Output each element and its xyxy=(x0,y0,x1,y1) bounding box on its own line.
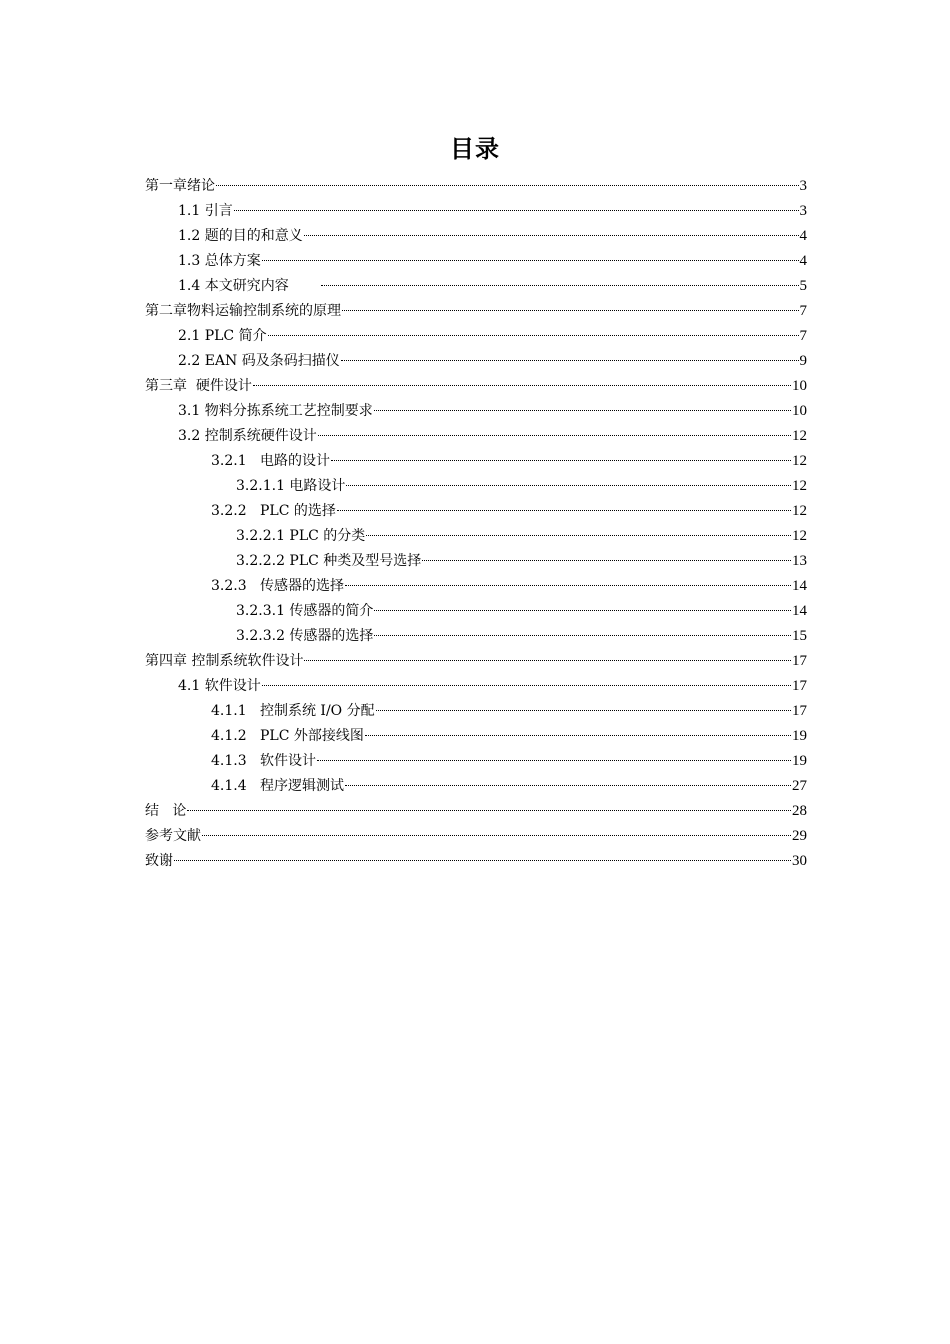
toc-entry-page-number: 17 xyxy=(792,703,807,719)
toc-entry-title: 3.2.2.2 PLC 种类及型号选择 xyxy=(236,553,422,569)
toc-entry[interactable] xyxy=(145,399,807,424)
toc-entry[interactable] xyxy=(145,649,807,674)
toc-entry[interactable] xyxy=(145,349,807,374)
toc-entry-title: 3.2.1.1 电路设计 xyxy=(236,478,346,494)
toc-entry-page-number: 19 xyxy=(792,728,807,744)
toc-entry-page-number: 14 xyxy=(792,603,807,619)
toc-entry-title: 2.1 PLC 简介 xyxy=(178,328,267,344)
toc-entry-title: 致谢 xyxy=(145,853,173,869)
toc-entry-page-number: 17 xyxy=(792,678,807,694)
toc-entry-title: 2.2 EAN 码及条码扫描仪 xyxy=(178,353,340,369)
toc-entry-title: 4.1 软件设计 xyxy=(178,678,261,694)
toc-entry[interactable] xyxy=(145,624,807,649)
toc-entry[interactable] xyxy=(145,799,807,824)
toc-entry-title: 3.2 控制系统硬件设计 xyxy=(178,428,317,444)
toc-dot-leader xyxy=(318,434,791,436)
toc-entry[interactable] xyxy=(145,824,807,849)
toc-dot-leader xyxy=(331,459,791,461)
toc-dot-leader xyxy=(321,284,799,286)
toc-entry-title: 1.2 题的目的和意义 xyxy=(178,228,303,244)
toc-dot-leader xyxy=(174,859,791,861)
toc-entry-page-number: 30 xyxy=(792,853,807,869)
toc-entry-title: 3.2.1 电路的设计 xyxy=(211,453,330,469)
toc-entry-page-number: 17 xyxy=(792,653,807,669)
toc-dot-leader xyxy=(187,809,791,811)
toc-dot-leader xyxy=(202,834,791,836)
toc-dot-leader xyxy=(346,484,791,486)
toc-entry-title: 第一章绪论 xyxy=(145,178,215,194)
toc-entry-page-number: 3 xyxy=(799,178,807,194)
toc-entry[interactable] xyxy=(145,474,807,499)
toc-entry-page-number: 4 xyxy=(799,253,807,269)
toc-dot-leader xyxy=(345,584,791,586)
toc-entry[interactable] xyxy=(145,299,807,324)
toc-list xyxy=(145,174,807,874)
toc-entry-title: 第四章 控制系统软件设计 xyxy=(145,653,304,669)
toc-entry[interactable] xyxy=(145,574,807,599)
toc-entry-page-number: 12 xyxy=(792,428,807,444)
toc-dot-leader xyxy=(365,734,791,736)
toc-entry[interactable] xyxy=(145,274,807,299)
toc-dot-leader xyxy=(337,509,791,511)
toc-entry-page-number: 19 xyxy=(792,753,807,769)
toc-dot-leader xyxy=(234,209,799,211)
toc-entry-title: 第三章 硬件设计 xyxy=(145,378,252,394)
toc-entry[interactable] xyxy=(145,599,807,624)
toc-entry[interactable] xyxy=(145,324,807,349)
toc-entry[interactable] xyxy=(145,424,807,449)
toc-entry[interactable] xyxy=(145,549,807,574)
toc-entry-page-number: 7 xyxy=(799,328,807,344)
toc-dot-leader xyxy=(304,659,791,661)
toc-dot-leader xyxy=(342,309,799,311)
toc-entry-title: 4.1.2 PLC 外部接线图 xyxy=(211,728,364,744)
toc-entry-page-number: 27 xyxy=(792,778,807,794)
toc-entry[interactable] xyxy=(145,774,807,799)
toc-entry-page-number: 7 xyxy=(799,303,807,319)
toc-entry[interactable] xyxy=(145,524,807,549)
toc-entry[interactable] xyxy=(145,174,807,199)
toc-entry[interactable] xyxy=(145,749,807,774)
toc-entry-page-number: 5 xyxy=(799,278,807,294)
toc-dot-leader xyxy=(253,384,791,386)
toc-entry[interactable] xyxy=(145,849,807,874)
toc-dot-leader xyxy=(376,709,791,711)
toc-entry-page-number: 14 xyxy=(792,578,807,594)
toc-entry-title: 1.1 引言 xyxy=(178,203,233,219)
toc-title: 目录 xyxy=(450,135,500,163)
toc-entry[interactable] xyxy=(145,449,807,474)
toc-dot-leader xyxy=(262,259,799,261)
toc-entry-title: 4.1.3 软件设计 xyxy=(211,753,316,769)
toc-entry[interactable] xyxy=(145,499,807,524)
toc-entry-title: 结 论 xyxy=(145,803,187,819)
toc-dot-leader xyxy=(374,409,791,411)
toc-entry-title: 参考文献 xyxy=(145,828,201,844)
toc-dot-leader xyxy=(341,359,799,361)
toc-dot-leader xyxy=(317,759,791,761)
toc-entry-page-number: 29 xyxy=(792,828,807,844)
toc-dot-leader xyxy=(216,184,799,186)
toc-dot-leader xyxy=(268,334,799,336)
toc-dot-leader xyxy=(374,609,791,611)
toc-entry-page-number: 12 xyxy=(792,528,807,544)
toc-dot-leader xyxy=(262,684,791,686)
toc-entry[interactable] xyxy=(145,199,807,224)
toc-entry[interactable] xyxy=(145,724,807,749)
toc-entry-page-number: 12 xyxy=(792,478,807,494)
toc-entry-title: 1.3 总体方案 xyxy=(178,253,261,269)
toc-entry-title: 3.2.3.1 传感器的简介 xyxy=(236,603,374,619)
toc-entry[interactable] xyxy=(145,249,807,274)
toc-entry-page-number: 12 xyxy=(792,453,807,469)
toc-entry-page-number: 10 xyxy=(792,378,807,394)
toc-dot-leader xyxy=(304,234,799,236)
toc-entry-page-number: 3 xyxy=(799,203,807,219)
toc-entry-page-number: 15 xyxy=(792,628,807,644)
toc-entry[interactable] xyxy=(145,374,807,399)
toc-dot-leader xyxy=(366,534,791,536)
toc-entry-title: 3.2.3 传感器的选择 xyxy=(211,578,344,594)
toc-entry-page-number: 12 xyxy=(792,503,807,519)
toc-entry-title: 1.4 本文研究内容 xyxy=(178,278,320,294)
toc-dot-leader xyxy=(345,784,791,786)
toc-entry-page-number: 28 xyxy=(792,803,807,819)
toc-entry[interactable] xyxy=(145,224,807,249)
toc-entry-title: 第二章物料运输控制系统的原理 xyxy=(145,303,341,319)
toc-entry-page-number: 10 xyxy=(792,403,807,419)
toc-entry[interactable] xyxy=(145,674,807,699)
toc-entry-title: 3.2.2 PLC 的选择 xyxy=(211,503,336,519)
toc-entry-page-number: 13 xyxy=(792,553,807,569)
toc-dot-leader xyxy=(374,634,791,636)
toc-entry-title: 3.2.2.1 PLC 的分类 xyxy=(236,528,366,544)
toc-entry-title: 4.1.4 程序逻辑测试 xyxy=(211,778,344,794)
toc-entry-page-number: 4 xyxy=(799,228,807,244)
toc-entry-title: 3.2.3.2 传感器的选择 xyxy=(236,628,374,644)
toc-entry[interactable] xyxy=(145,699,807,724)
toc-entry-title: 3.1 物料分拣系统工艺控制要求 xyxy=(178,403,373,419)
toc-entry-title: 4.1.1 控制系统 I/O 分配 xyxy=(211,703,375,719)
toc-entry-page-number: 9 xyxy=(799,353,807,369)
toc-dot-leader xyxy=(422,559,791,561)
